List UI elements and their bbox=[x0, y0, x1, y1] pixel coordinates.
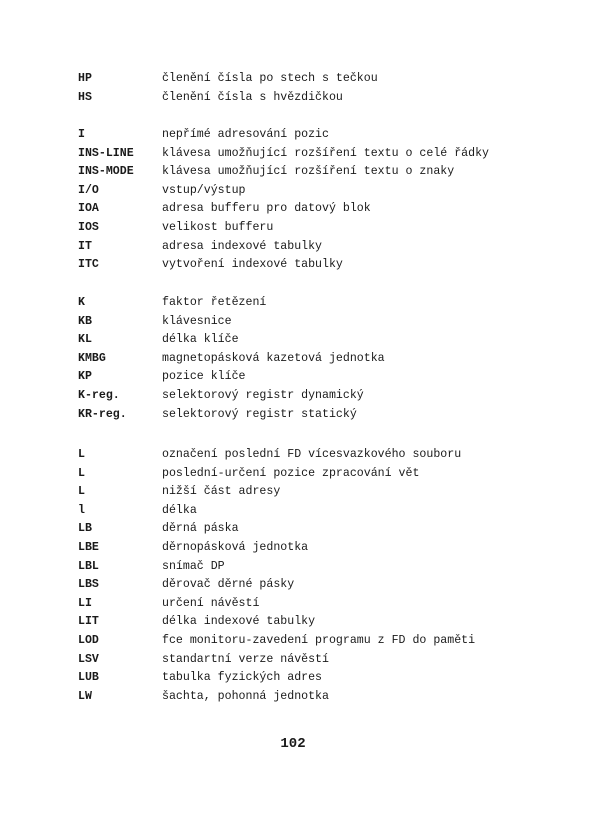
glossary-entry bbox=[0, 368, 600, 387]
entry-abbreviation: INS-MODE bbox=[78, 165, 134, 179]
glossary-entry bbox=[0, 483, 600, 502]
entry-description: selektorový registr dynamický bbox=[162, 388, 364, 402]
entry-description: označení poslední FD vícesvazkového souboru bbox=[162, 448, 462, 461]
page-number: 102 bbox=[280, 736, 306, 752]
entry-description: fce monitoru-zavedení programu z FD do paměti bbox=[162, 633, 476, 647]
entry-abbreviation: LB bbox=[78, 522, 92, 536]
glossary-entry bbox=[0, 387, 600, 406]
glossary-entry bbox=[0, 163, 600, 182]
glossary-entry bbox=[0, 182, 600, 201]
entry-abbreviation: LBL bbox=[78, 559, 99, 573]
glossary-entry bbox=[0, 632, 600, 651]
glossary-entry bbox=[0, 669, 600, 688]
entry-abbreviation: HS bbox=[78, 90, 92, 104]
entry-abbreviation: LI bbox=[78, 596, 92, 610]
entry-description: členění čísla po stech s tečkou bbox=[162, 72, 378, 85]
entry-abbreviation: INS-LINE bbox=[78, 146, 134, 160]
glossary-entry bbox=[0, 219, 600, 238]
glossary-entry bbox=[0, 294, 600, 313]
glossary-entry bbox=[0, 126, 600, 145]
entry-abbreviation: KR-reg. bbox=[78, 407, 127, 421]
glossary-entry bbox=[0, 350, 600, 369]
entry-description: klávesa umožňující rozšíření textu o celé řádky bbox=[162, 146, 489, 160]
entry-description: adresa indexové tabulky bbox=[162, 239, 323, 253]
glossary-entry bbox=[0, 613, 600, 632]
entry-description: nižší část adresy bbox=[162, 485, 281, 499]
glossary-group-l bbox=[0, 446, 600, 706]
entry-abbreviation: L bbox=[78, 448, 85, 461]
entry-abbreviation: IOA bbox=[78, 202, 99, 216]
entry-description: určení návěstí bbox=[162, 596, 260, 610]
glossary-entry bbox=[0, 651, 600, 670]
glossary-entry bbox=[0, 539, 600, 558]
glossary-entry bbox=[0, 446, 600, 465]
entry-description: snímač DP bbox=[162, 559, 225, 573]
entry-abbreviation: I bbox=[78, 128, 85, 141]
entry-description: děrovač děrné pásky bbox=[162, 578, 295, 592]
glossary-entry bbox=[0, 256, 600, 275]
glossary-entry bbox=[0, 145, 600, 164]
glossary-group-hp-hs bbox=[0, 70, 600, 107]
glossary-entry bbox=[0, 576, 600, 595]
glossary-entry bbox=[0, 595, 600, 614]
entry-description: délka klíče bbox=[162, 333, 239, 347]
entry-description: šachta, pohonná jednotka bbox=[162, 689, 329, 703]
entry-description: standartní verze návěstí bbox=[162, 652, 329, 666]
glossary-entry bbox=[0, 465, 600, 484]
entry-abbreviation: KL bbox=[78, 333, 92, 347]
entry-abbreviation: L bbox=[78, 466, 85, 480]
glossary-entry bbox=[0, 502, 600, 521]
entry-description: vytvoření indexové tabulky bbox=[162, 258, 343, 272]
entry-abbreviation: KP bbox=[78, 370, 92, 384]
entry-description: selektorový registr statický bbox=[162, 407, 357, 421]
entry-description: délka indexové tabulky bbox=[162, 615, 316, 629]
glossary-group-k bbox=[0, 294, 600, 424]
glossary-entry bbox=[0, 238, 600, 257]
entry-description: vstup/výstup bbox=[162, 183, 246, 197]
entry-description: klávesnice bbox=[162, 314, 232, 328]
entry-abbreviation: K bbox=[78, 296, 85, 309]
entry-abbreviation: IT bbox=[78, 239, 92, 253]
entry-description: faktor řetězení bbox=[162, 296, 267, 309]
entry-abbreviation: K-reg. bbox=[78, 388, 120, 402]
glossary-entry bbox=[0, 89, 600, 108]
glossary-entry bbox=[0, 313, 600, 332]
entry-description: děrná páska bbox=[162, 522, 239, 536]
glossary-entry bbox=[0, 70, 600, 89]
glossary-entry bbox=[0, 520, 600, 539]
entry-abbreviation: L bbox=[78, 485, 85, 499]
entry-description: nepřímé adresování pozic bbox=[162, 128, 329, 141]
glossary-entry bbox=[0, 200, 600, 219]
entry-abbreviation: l bbox=[78, 503, 85, 517]
entry-description: děrnopásková jednotka bbox=[162, 540, 309, 554]
entry-abbreviation: LBS bbox=[78, 578, 99, 592]
entry-abbreviation: LOD bbox=[78, 633, 99, 647]
entry-abbreviation: LIT bbox=[78, 615, 99, 629]
entry-abbreviation: LBE bbox=[78, 540, 99, 554]
glossary-group-i bbox=[0, 126, 600, 275]
entry-description: pozice klíče bbox=[162, 370, 246, 384]
entry-description: členění čísla s hvězdičkou bbox=[162, 90, 343, 104]
entry-abbreviation: I/O bbox=[78, 183, 99, 197]
entry-description: poslední-určení pozice zpracování vět bbox=[162, 466, 420, 480]
entry-abbreviation: LSV bbox=[78, 652, 99, 666]
glossary-entry bbox=[0, 688, 600, 707]
entry-abbreviation: LUB bbox=[78, 671, 99, 685]
entry-abbreviation: KMBG bbox=[78, 351, 106, 365]
entry-description: velikost bufferu bbox=[162, 220, 274, 234]
entry-description: magnetopásková kazetová jednotka bbox=[162, 351, 385, 365]
glossary-entry bbox=[0, 331, 600, 350]
entry-abbreviation: KB bbox=[78, 314, 92, 328]
entry-description: klávesa umožňující rozšíření textu o znaky bbox=[162, 165, 455, 179]
glossary-entry bbox=[0, 558, 600, 577]
entry-abbreviation: LW bbox=[78, 689, 92, 703]
entry-description: adresa bufferu pro datový blok bbox=[162, 202, 371, 216]
glossary-entry bbox=[0, 406, 600, 425]
entry-abbreviation: ITC bbox=[78, 258, 99, 272]
entry-abbreviation: HP bbox=[78, 72, 92, 85]
entry-abbreviation: IOS bbox=[78, 220, 99, 234]
entry-description: tabulka fyzických adres bbox=[162, 671, 323, 685]
entry-description: délka bbox=[162, 503, 197, 517]
